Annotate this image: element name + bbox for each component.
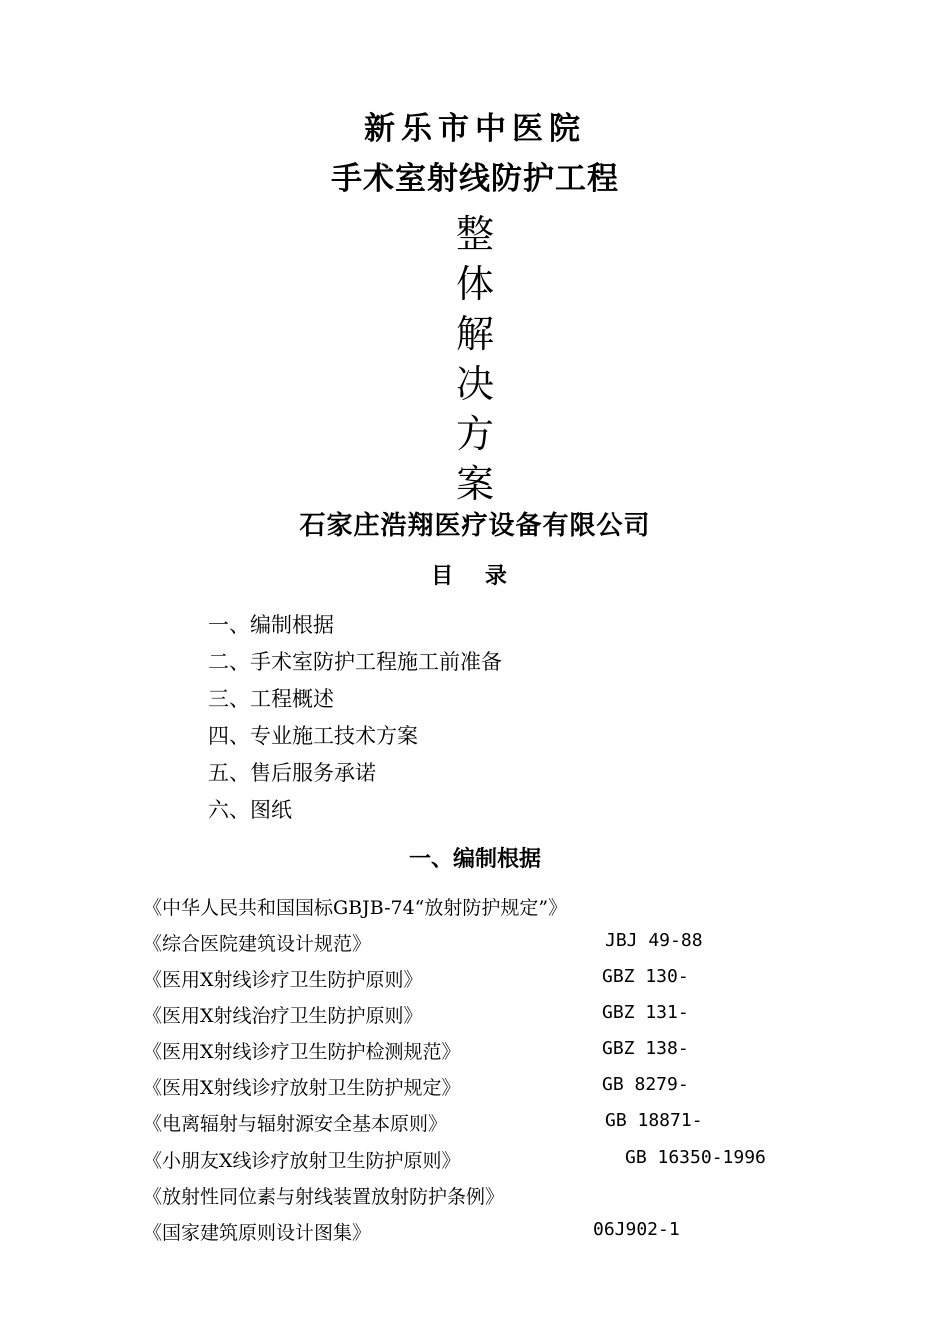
reference-title: 《国家建筑原则设计图集》 bbox=[143, 1222, 372, 1244]
cover-vertical-char: 整 bbox=[455, 212, 494, 256]
toc-item: 三、工程概述 bbox=[208, 687, 334, 711]
reference-title: 《小朋友X线诊疗放射卫生防护原则》 bbox=[143, 1150, 461, 1172]
cover-vertical-char: 案 bbox=[455, 462, 494, 506]
reference-code: GBZ 131- bbox=[602, 1002, 689, 1023]
reference-code: 06J902-1 bbox=[593, 1219, 680, 1240]
section-heading: 一、编制根据 bbox=[408, 847, 541, 872]
toc-item: 四、专业施工技术方案 bbox=[208, 724, 418, 748]
reference-code: JBJ 49-88 bbox=[605, 930, 703, 951]
reference-title: 《放射性同位素与射线装置放射防护条例》 bbox=[143, 1186, 505, 1208]
reference-code: GBZ 138- bbox=[602, 1038, 689, 1059]
toc-heading: 目 录 bbox=[431, 564, 519, 589]
cover-vertical-char: 决 bbox=[455, 362, 494, 406]
reference-title: 《医用X射线诊疗卫生防护原则》 bbox=[143, 969, 423, 991]
reference-title: 《综合医院建筑设计规范》 bbox=[143, 933, 372, 955]
toc-item: 一、编制根据 bbox=[208, 613, 334, 637]
reference-title: 《电离辐射与辐射源安全基本原则》 bbox=[143, 1113, 448, 1135]
toc-item: 二、手术室防护工程施工前准备 bbox=[208, 650, 502, 674]
cover-company-name: 石家庄浩翔医疗设备有限公司 bbox=[299, 511, 651, 541]
cover-hospital-name: 新乐市中医院 bbox=[364, 111, 586, 147]
reference-code: GB 18871- bbox=[605, 1110, 703, 1131]
toc-item: 六、图纸 bbox=[208, 798, 292, 822]
cover-vertical-char: 方 bbox=[455, 412, 494, 456]
reference-code: GB 16350-1996 bbox=[625, 1147, 766, 1168]
reference-title: 《医用X射线治疗卫生防护原则》 bbox=[143, 1005, 423, 1027]
toc-item: 五、售后服务承诺 bbox=[208, 761, 376, 785]
reference-code: GB 8279- bbox=[602, 1074, 689, 1095]
reference-title: 《医用X射线诊疗卫生防护检测规范》 bbox=[143, 1041, 461, 1063]
reference-code: GBZ 130- bbox=[602, 966, 689, 987]
cover-vertical-char: 解 bbox=[455, 312, 494, 356]
reference-title: 《中华人民共和国国标GBJB-74“放射防护规定”》 bbox=[143, 897, 568, 919]
cover-project-name: 手术室射线防护工程 bbox=[331, 161, 619, 197]
reference-title: 《医用X射线诊疗放射卫生防护规定》 bbox=[143, 1077, 461, 1099]
cover-vertical-char: 体 bbox=[455, 262, 494, 306]
